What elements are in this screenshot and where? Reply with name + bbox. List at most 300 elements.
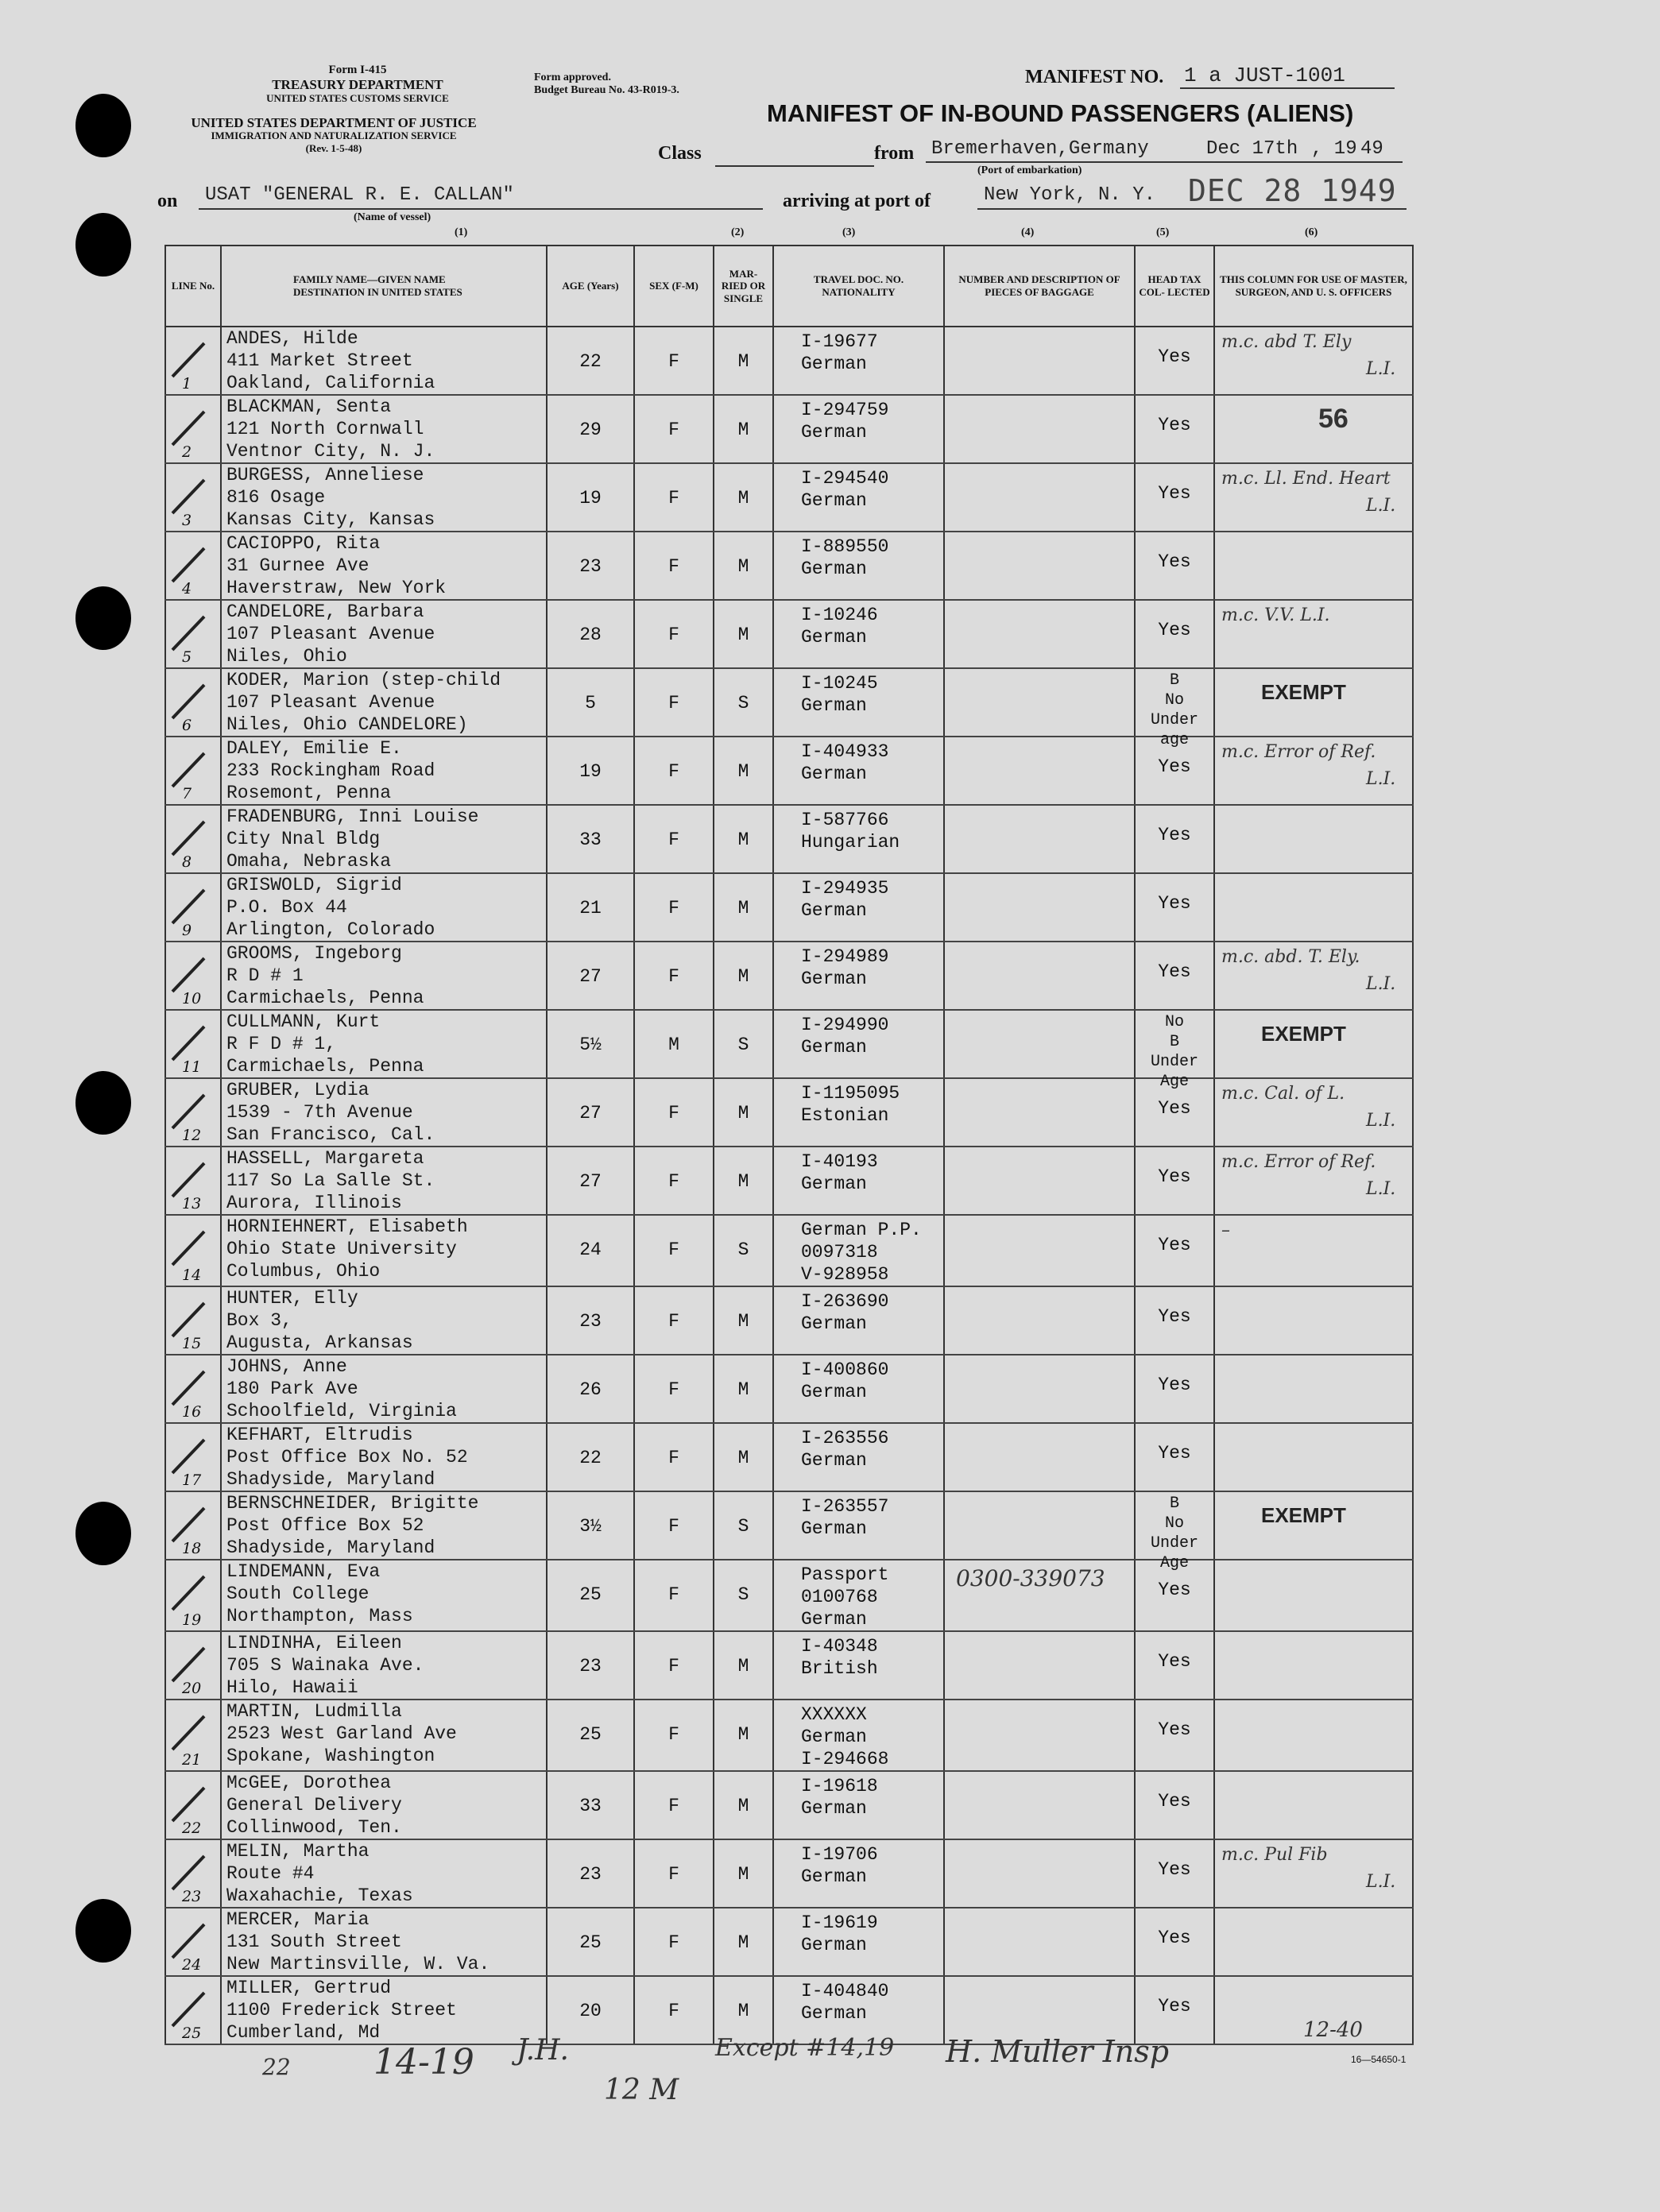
age: 25 <box>579 1932 602 1953</box>
marital-cell <box>714 1286 773 1355</box>
nationality: German <box>801 1450 867 1471</box>
address-line: General Delivery <box>226 1795 402 1816</box>
marital-cell <box>714 395 773 463</box>
age-cell <box>547 1286 634 1355</box>
name-cell <box>221 1976 547 2044</box>
head-tax-cell <box>1135 532 1214 600</box>
sex-cell <box>634 942 714 1010</box>
travel-doc-number: I-400860 <box>801 1359 889 1380</box>
marital-status: M <box>737 1311 749 1332</box>
line-number-cell <box>165 463 221 532</box>
officer-note: m.c. abd T. Ely <box>1221 332 1352 352</box>
travel-doc-cell <box>773 532 944 600</box>
line-number: 25 <box>182 2024 202 2042</box>
officer-cell <box>1214 1215 1413 1286</box>
port-of-embarkation: Bremerhaven,Germany <box>931 138 1149 160</box>
head-tax: Yes <box>1158 825 1191 845</box>
officer-initials: L.I. <box>1366 1872 1396 1892</box>
travel-doc-number: I-889550 <box>801 536 889 557</box>
officer-cell <box>1214 668 1413 737</box>
line-number-cell <box>165 1976 221 2044</box>
col-number-header: (1) <box>455 226 468 238</box>
officer-cell <box>1214 1491 1413 1560</box>
city-state: Columbus, Ohio <box>226 1261 381 1282</box>
head-tax-cell <box>1135 327 1214 395</box>
address-line: 705 S Wainaka Ave. <box>226 1655 424 1676</box>
head-tax-cell <box>1135 1355 1214 1423</box>
header-officer-use: THIS COLUMN FOR USE OF MASTER, SURGEON, AND U. S. OFFICERS <box>1214 246 1413 327</box>
age: 33 <box>579 830 602 850</box>
city-state: Waxahachie, Texas <box>226 1885 413 1906</box>
passenger-name: BERNSCHNEIDER, Brigitte <box>226 1493 479 1514</box>
line-number-cell <box>165 1560 221 1631</box>
header-married: MAR- RIED OR SINGLE <box>714 246 773 327</box>
address-line: Post Office Box No. 52 <box>226 1447 468 1468</box>
punch-hole <box>75 1502 131 1565</box>
revision: (Rev. 1-5-48) <box>305 142 362 154</box>
name-cell <box>221 1631 547 1700</box>
age: 27 <box>579 1103 602 1123</box>
nationality: 0097318 <box>801 1242 878 1263</box>
sex: F <box>668 898 679 918</box>
line-number-cell <box>165 1215 221 1286</box>
sex: F <box>668 1656 679 1676</box>
line-number: 16 <box>182 1403 202 1421</box>
travel-doc-cell <box>773 1010 944 1078</box>
line-number-cell <box>165 873 221 942</box>
line-number: 2 <box>182 443 192 461</box>
head-tax: No B Under Age <box>1150 1013 1198 1091</box>
line-number-cell <box>165 1491 221 1560</box>
sex-cell <box>634 1560 714 1631</box>
marital-cell <box>714 1771 773 1839</box>
head-tax: Yes <box>1158 1235 1191 1255</box>
line-number: 13 <box>182 1195 202 1212</box>
travel-doc-number: I-19677 <box>801 331 878 352</box>
age-cell <box>547 1423 634 1491</box>
marital-status: M <box>737 1724 749 1745</box>
officer-cell <box>1214 805 1413 873</box>
nationality: German <box>801 627 867 648</box>
manifest-title: MANIFEST OF IN-BOUND PASSENGERS (ALIENS) <box>767 99 1354 127</box>
baggage-cell <box>944 532 1135 600</box>
name-cell <box>221 1560 547 1631</box>
marital-cell <box>714 1423 773 1491</box>
marital-status: M <box>737 761 749 782</box>
passenger-name: CANDELORE, Barbara <box>226 601 424 622</box>
exempt-stamp: EXEMPT <box>1261 1503 1346 1527</box>
officer-cell <box>1214 1010 1413 1078</box>
officer-cell <box>1214 1771 1413 1839</box>
marital-status: M <box>737 488 749 509</box>
travel-doc-cell <box>773 1423 944 1491</box>
line-number: 18 <box>182 1540 202 1557</box>
check-mark-icon <box>166 1708 230 1756</box>
passenger-name: BLACKMAN, Senta <box>226 396 392 417</box>
sex-cell <box>634 1839 714 1908</box>
travel-doc-number: I-587766 <box>801 810 889 830</box>
inspector-signature: H. Muller Insp <box>946 2034 1170 2069</box>
table-row <box>165 1560 1413 1631</box>
officer-cell <box>1214 1355 1413 1423</box>
name-cell <box>221 1908 547 1976</box>
head-tax: B No Under age <box>1150 671 1198 749</box>
line-number: 1 <box>182 375 192 393</box>
customs-service: UNITED STATES CUSTOMS SERVICE <box>266 92 449 104</box>
nationality: German <box>801 559 867 579</box>
officer-cell <box>1214 1560 1413 1631</box>
sex: F <box>668 1379 679 1400</box>
baggage-cell <box>944 1355 1135 1423</box>
city-state: Shadyside, Maryland <box>226 1537 435 1558</box>
name-cell <box>221 395 547 463</box>
line-number: 19 <box>182 1611 202 1629</box>
table-row <box>165 532 1413 600</box>
address-line: 121 North Cornwall <box>226 419 424 439</box>
sex-cell <box>634 873 714 942</box>
nationality: German <box>801 764 867 784</box>
marital-status: S <box>737 1584 749 1605</box>
nationality: German <box>801 1727 867 1747</box>
marital-status: M <box>737 1656 749 1676</box>
city-state: Augusta, Arkansas <box>226 1332 413 1353</box>
address-line: South College <box>226 1584 370 1604</box>
passenger-name: FRADENBURG, Inni Louise <box>226 806 479 827</box>
travel-doc-number: I-1195095 <box>801 1083 900 1104</box>
baggage-cell <box>944 942 1135 1010</box>
passenger-name: KODER, Marion (step-child <box>226 670 501 690</box>
age: 5½ <box>579 1034 602 1055</box>
sex-cell <box>634 805 714 873</box>
check-mark-icon <box>166 335 230 383</box>
officer-cell <box>1214 1147 1413 1215</box>
officer-cell <box>1214 1908 1413 1976</box>
city-state: Oakland, California <box>226 373 435 393</box>
age: 22 <box>579 351 602 372</box>
sex: F <box>668 1796 679 1816</box>
baggage-cell <box>944 1010 1135 1078</box>
check-mark-icon <box>166 1224 230 1271</box>
head-tax-cell <box>1135 668 1214 749</box>
officer-note: m.c. Ll. End. Heart <box>1221 469 1391 489</box>
head-tax: Yes <box>1158 415 1191 435</box>
passenger-name: JOHNS, Anne <box>226 1356 347 1377</box>
city-state: New Martinsville, W. Va. <box>226 1954 490 1974</box>
travel-doc-number: I-294989 <box>801 946 889 967</box>
city-state: Niles, Ohio CANDELORE) <box>226 714 468 735</box>
year-value: 49 <box>1360 138 1383 160</box>
marital-status: M <box>737 625 749 645</box>
departure-date: Dec 17th <box>1206 138 1298 160</box>
address-line: Post Office Box 52 <box>226 1515 424 1536</box>
travel-doc-cell <box>773 395 944 463</box>
head-tax: Yes <box>1158 551 1191 572</box>
address-line: R D # 1 <box>226 965 304 986</box>
baggage-cell <box>944 1078 1135 1147</box>
marital-cell <box>714 1355 773 1423</box>
line-number: 15 <box>182 1335 202 1352</box>
col-num-6: (6) <box>1305 226 1318 238</box>
address-line: 31 Gurnee Ave <box>226 555 370 576</box>
name-cell <box>221 463 547 532</box>
sex-cell <box>634 1147 714 1215</box>
col-num-3: (3) <box>842 226 856 238</box>
age-cell <box>547 1908 634 1976</box>
name-cell <box>221 873 547 942</box>
officer-cell <box>1214 737 1413 805</box>
marital-cell <box>714 805 773 873</box>
treasury-department: TREASURY DEPARTMENT <box>272 77 443 92</box>
sex: F <box>668 420 679 440</box>
head-tax-cell <box>1135 1631 1214 1700</box>
nationality: German <box>801 490 867 511</box>
marital-status: M <box>737 420 749 440</box>
address-line: 1539 - 7th Avenue <box>226 1102 413 1123</box>
baggage-cell <box>944 805 1135 873</box>
passenger-name: ANDES, Hilde <box>226 328 358 349</box>
port-caption: (Port of embarkation) <box>977 164 1082 176</box>
check-mark-icon <box>166 540 230 588</box>
sex: F <box>668 1311 679 1332</box>
city-state: Omaha, Nebraska <box>226 851 392 872</box>
marital-status: S <box>737 1516 749 1537</box>
arriving-label: arriving at port of <box>783 191 931 211</box>
age-cell <box>547 1700 634 1771</box>
officer-note: m.c. Cal. of L. <box>1221 1084 1345 1104</box>
marital-cell <box>714 668 773 737</box>
line-number: 12 <box>182 1127 202 1144</box>
nationality: German <box>801 354 867 374</box>
line-number-cell <box>165 1423 221 1491</box>
officer-cell <box>1214 1631 1413 1700</box>
table-row <box>165 1491 1413 1560</box>
marital-status: M <box>737 898 749 918</box>
line-number-cell <box>165 1286 221 1355</box>
officer-note: m.c. V.V. L.I. <box>1221 605 1330 625</box>
line-number: 9 <box>182 922 192 939</box>
head-tax: Yes <box>1158 1098 1191 1119</box>
age: 21 <box>579 898 602 918</box>
baggage-cell <box>944 1215 1135 1286</box>
line-number: 14 <box>182 1266 202 1284</box>
check-mark-icon <box>166 677 230 725</box>
travel-doc-number: I-294935 <box>801 878 889 899</box>
baggage-cell <box>944 737 1135 805</box>
sex-cell <box>634 532 714 600</box>
head-tax-cell <box>1135 737 1214 805</box>
address-line: 411 Market Street <box>226 350 413 371</box>
name-cell <box>221 1147 547 1215</box>
age: 28 <box>579 625 602 645</box>
nationality: German <box>801 1037 867 1058</box>
passenger-name: MERCER, Maria <box>226 1909 370 1930</box>
passenger-name: MILLER, Gertrud <box>226 1978 392 1998</box>
travel-doc-number: I-263690 <box>801 1291 889 1312</box>
name-cell <box>221 737 547 805</box>
name-cell <box>221 1355 547 1423</box>
line-number: 24 <box>182 1956 202 1974</box>
head-tax: B No Under Age <box>1150 1495 1198 1572</box>
travel-doc-cell <box>773 668 944 737</box>
marital-status: M <box>737 1448 749 1468</box>
line-number-cell <box>165 327 221 395</box>
sex: F <box>668 2001 679 2021</box>
marital-status: M <box>737 2001 749 2021</box>
table-row <box>165 873 1413 942</box>
address-line: 816 Osage <box>226 487 326 508</box>
baggage-cell <box>944 1700 1135 1771</box>
head-tax-cell <box>1135 942 1214 1010</box>
baggage-cell <box>944 1560 1135 1631</box>
baggage-cell <box>944 668 1135 737</box>
age: 33 <box>579 1796 602 1816</box>
city-state: Arlington, Colorado <box>226 919 435 940</box>
head-tax-cell <box>1135 1010 1214 1091</box>
address-line: 107 Pleasant Avenue <box>226 692 435 713</box>
sex-cell <box>634 1355 714 1423</box>
line-number-cell <box>165 1771 221 1839</box>
marital-cell <box>714 1631 773 1700</box>
age: 19 <box>579 761 602 782</box>
head-tax: Yes <box>1158 346 1191 367</box>
marital-cell <box>714 1560 773 1631</box>
from-label: from <box>874 143 915 164</box>
passenger-name: MELIN, Martha <box>226 1841 370 1862</box>
baggage-cell <box>944 395 1135 463</box>
nationality: German <box>801 969 867 989</box>
punch-hole <box>75 1899 131 1963</box>
age: 5 <box>585 693 596 713</box>
passenger-name: BURGESS, Anneliese <box>226 465 424 485</box>
officer-initials: L.I. <box>1366 1111 1396 1131</box>
head-tax-cell <box>1135 463 1214 532</box>
table-row <box>165 1423 1413 1491</box>
baggage-cell <box>944 1423 1135 1491</box>
age: 27 <box>579 966 602 987</box>
line-number: 8 <box>182 853 192 871</box>
travel-doc-number: I-10246 <box>801 605 878 625</box>
table-row <box>165 1355 1413 1423</box>
footer-date: 12-40 <box>1303 2018 1363 2042</box>
sex-cell <box>634 1491 714 1560</box>
punch-hole <box>75 586 131 650</box>
age-cell <box>547 942 634 1010</box>
sex-cell <box>634 1976 714 2044</box>
sex: F <box>668 625 679 645</box>
officer-cell <box>1214 1839 1413 1908</box>
passenger-name: McGEE, Dorothea <box>226 1773 392 1793</box>
sex: F <box>668 966 679 987</box>
line-number-cell <box>165 1631 221 1700</box>
nationality: German <box>801 1866 867 1887</box>
sex-cell <box>634 1908 714 1976</box>
officer-cell <box>1214 1286 1413 1355</box>
travel-doc-cell <box>773 737 944 805</box>
check-mark-icon <box>166 404 230 451</box>
baggage-cell <box>944 1839 1135 1908</box>
travel-doc-cell <box>773 1286 944 1355</box>
travel-doc-extra: I-294668 <box>801 1749 889 1769</box>
marital-cell <box>714 463 773 532</box>
officer-cell <box>1214 1423 1413 1491</box>
travel-doc-number: XXXXXX <box>801 1704 867 1725</box>
sex: M <box>668 1034 679 1055</box>
officer-initials: L.I. <box>1366 769 1396 789</box>
line-number-cell <box>165 668 221 737</box>
officer-cell <box>1214 532 1413 600</box>
age: 26 <box>579 1379 602 1400</box>
head-tax-cell <box>1135 1078 1214 1147</box>
travel-doc-number: I-404840 <box>801 1981 889 2001</box>
address-line: Route #4 <box>226 1863 315 1884</box>
table-row <box>165 1010 1413 1078</box>
footer-lines: 14-19 <box>373 2042 474 2082</box>
age-cell <box>547 1491 634 1560</box>
nationality: Hungarian <box>801 832 900 853</box>
travel-doc-cell <box>773 1560 944 1631</box>
travel-doc-number: I-10245 <box>801 673 878 694</box>
sex: F <box>668 1448 679 1468</box>
age-cell <box>547 737 634 805</box>
table-row <box>165 1700 1413 1771</box>
city-state: Kansas City, Kansas <box>226 509 435 530</box>
form-number: Form I-415 <box>328 64 387 76</box>
officer-cell <box>1214 600 1413 668</box>
age-cell <box>547 600 634 668</box>
travel-doc-number: I-294759 <box>801 400 889 420</box>
marital-cell <box>714 1147 773 1215</box>
age: 27 <box>579 1171 602 1192</box>
marital-status: M <box>737 1796 749 1816</box>
sex: F <box>668 1171 679 1192</box>
nationality: 0100768 <box>801 1587 878 1607</box>
officer-cell <box>1214 1700 1413 1771</box>
age-cell <box>547 873 634 942</box>
officer-cell <box>1214 395 1413 463</box>
check-mark-icon <box>166 814 230 861</box>
marital-cell <box>714 1908 773 1976</box>
passenger-name: GRUBER, Lydia <box>226 1080 370 1100</box>
age: 23 <box>579 1656 602 1676</box>
age-cell <box>547 1355 634 1423</box>
arrival-port: New York, N. Y. <box>984 184 1156 206</box>
line-number-cell <box>165 1839 221 1908</box>
head-tax: Yes <box>1158 756 1191 777</box>
city-state: Collinwood, Ten. <box>226 1817 402 1838</box>
table-row <box>165 1908 1413 1976</box>
passenger-name: HUNTER, Elly <box>226 1288 358 1309</box>
table-row <box>165 1078 1413 1147</box>
name-cell <box>221 805 547 873</box>
marital-status: M <box>737 556 749 577</box>
header-sex: SEX (F-M) <box>634 246 714 327</box>
line-number: 17 <box>182 1471 202 1489</box>
city-state: Carmichaels, Penna <box>226 988 424 1008</box>
age-cell <box>547 1771 634 1839</box>
col-num-5: (5) <box>1156 226 1170 238</box>
name-cell <box>221 942 547 1010</box>
age-cell <box>547 1147 634 1215</box>
city-state: Cumberland, Md <box>226 2022 381 2043</box>
address-line: City Nnal Bldg <box>226 829 381 849</box>
city-state: Schoolfield, Virginia <box>226 1401 457 1421</box>
class-label: Class <box>658 143 702 164</box>
head-tax: Yes <box>1158 1928 1191 1948</box>
passenger-name: GRISWOLD, Sigrid <box>226 875 402 895</box>
address-line: 180 Park Ave <box>226 1379 358 1399</box>
exempt-stamp: EXEMPT <box>1261 680 1346 704</box>
head-tax-cell <box>1135 1908 1214 1976</box>
